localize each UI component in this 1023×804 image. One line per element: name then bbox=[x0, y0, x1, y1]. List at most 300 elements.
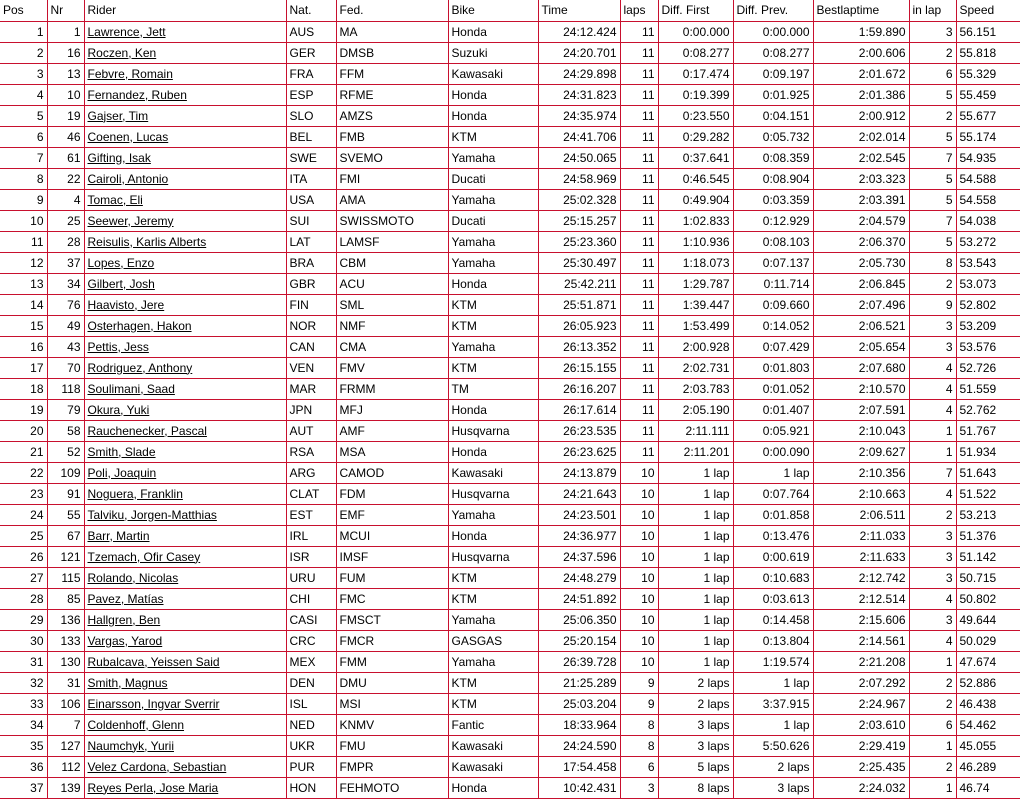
table-row bbox=[0, 735, 1020, 756]
rider-link[interactable]: Smith, Magnus bbox=[87, 675, 168, 690]
cell-rider bbox=[84, 42, 286, 63]
cell-bike: Honda bbox=[448, 399, 538, 420]
rider-link[interactable]: Reyes Perla, Jose Maria bbox=[87, 780, 219, 795]
cell-diff-prev: 0:01.052 bbox=[733, 378, 813, 399]
cell-time: 24:29.898 bbox=[538, 63, 620, 84]
cell-nat: ITA bbox=[286, 168, 336, 189]
cell-nat: JPN bbox=[286, 399, 336, 420]
cell-in-lap: 2 bbox=[909, 672, 956, 693]
cell-nat: ISL bbox=[286, 693, 336, 714]
cell-fed: SVEMO bbox=[336, 147, 448, 168]
cell-bike: Honda bbox=[448, 441, 538, 462]
cell-rider bbox=[84, 231, 286, 252]
cell-pos: 35 bbox=[0, 735, 47, 756]
cell-speed: 54.038 bbox=[956, 210, 1020, 231]
cell-diff-first: 1 lap bbox=[658, 609, 733, 630]
cell-diff-prev: 0:13.476 bbox=[733, 525, 813, 546]
rider-link[interactable]: Reisulis, Karlis Alberts bbox=[87, 234, 207, 249]
cell-time: 26:17.614 bbox=[538, 399, 620, 420]
table-row bbox=[0, 588, 1020, 609]
cell-bike: Honda bbox=[448, 777, 538, 798]
cell-nat: VEN bbox=[286, 357, 336, 378]
rider-link[interactable]: Naumchyk, Yurii bbox=[87, 738, 174, 753]
cell-rider bbox=[84, 651, 286, 672]
cell-laps: 11 bbox=[620, 399, 658, 420]
cell-nr: 58 bbox=[47, 420, 84, 441]
cell-diff-first: 0:37.641 bbox=[658, 147, 733, 168]
cell-time: 25:51.871 bbox=[538, 294, 620, 315]
cell-pos: 30 bbox=[0, 630, 47, 651]
rider-link[interactable]: Lopes, Enzo bbox=[87, 255, 155, 270]
cell-bike: Husqvarna bbox=[448, 546, 538, 567]
cell-laps: 11 bbox=[620, 21, 658, 42]
cell-nr: 106 bbox=[47, 693, 84, 714]
cell-in-lap: 4 bbox=[909, 588, 956, 609]
cell-rider bbox=[84, 336, 286, 357]
cell-speed: 51.767 bbox=[956, 420, 1020, 441]
cell-nat: PUR bbox=[286, 756, 336, 777]
table-row bbox=[0, 756, 1020, 777]
cell-nr: 127 bbox=[47, 735, 84, 756]
cell-pos: 22 bbox=[0, 462, 47, 483]
rider-link[interactable]: Noguera, Franklin bbox=[87, 486, 183, 501]
cell-diff-first: 0:29.282 bbox=[658, 126, 733, 147]
cell-fed: MSA bbox=[336, 441, 448, 462]
rider-link[interactable]: Seewer, Jeremy bbox=[87, 213, 174, 228]
cell-fed: FMV bbox=[336, 357, 448, 378]
table-row bbox=[0, 462, 1020, 483]
rider-link[interactable]: Rubalcava, Yeissen Said bbox=[87, 654, 220, 669]
cell-speed: 53.073 bbox=[956, 273, 1020, 294]
cell-fed: FMPR bbox=[336, 756, 448, 777]
table-row bbox=[0, 609, 1020, 630]
cell-laps: 10 bbox=[620, 462, 658, 483]
table-row bbox=[0, 357, 1020, 378]
rider-link[interactable]: Tomac, Eli bbox=[87, 192, 143, 207]
cell-speed: 56.151 bbox=[956, 21, 1020, 42]
cell-nr: 28 bbox=[47, 231, 84, 252]
table-row bbox=[0, 525, 1020, 546]
cell-bike: Yamaha bbox=[448, 651, 538, 672]
header-row bbox=[0, 0, 1020, 21]
cell-time: 24:50.065 bbox=[538, 147, 620, 168]
cell-in-lap: 5 bbox=[909, 84, 956, 105]
cell-time: 24:51.892 bbox=[538, 588, 620, 609]
cell-speed: 49.644 bbox=[956, 609, 1020, 630]
cell-pos: 4 bbox=[0, 84, 47, 105]
cell-bike: Husqvarna bbox=[448, 483, 538, 504]
cell-fed: EMF bbox=[336, 504, 448, 525]
cell-fed: CAMOD bbox=[336, 462, 448, 483]
cell-bestlaptime: 2:07.292 bbox=[813, 672, 909, 693]
cell-time: 25:06.350 bbox=[538, 609, 620, 630]
cell-speed: 54.462 bbox=[956, 714, 1020, 735]
cell-bike: KTM bbox=[448, 315, 538, 336]
cell-laps: 10 bbox=[620, 630, 658, 651]
cell-bestlaptime: 2:11.633 bbox=[813, 546, 909, 567]
cell-diff-first: 1 lap bbox=[658, 651, 733, 672]
cell-bestlaptime: 1:59.890 bbox=[813, 21, 909, 42]
cell-speed: 55.329 bbox=[956, 63, 1020, 84]
cell-bestlaptime: 2:07.591 bbox=[813, 399, 909, 420]
cell-nat: AUT bbox=[286, 420, 336, 441]
cell-speed: 53.209 bbox=[956, 315, 1020, 336]
cell-bestlaptime: 2:10.356 bbox=[813, 462, 909, 483]
cell-nr: 139 bbox=[47, 777, 84, 798]
rider-link[interactable]: Cairoli, Antonio bbox=[87, 171, 169, 186]
cell-bestlaptime: 2:24.032 bbox=[813, 777, 909, 798]
cell-bike: KTM bbox=[448, 126, 538, 147]
rider-link[interactable]: Hallgren, Ben bbox=[87, 612, 161, 627]
cell-rider bbox=[84, 399, 286, 420]
cell-bike: Honda bbox=[448, 273, 538, 294]
cell-bike: Yamaha bbox=[448, 189, 538, 210]
cell-diff-prev: 0:03.613 bbox=[733, 588, 813, 609]
header-laps: laps bbox=[620, 0, 658, 21]
cell-rider bbox=[84, 672, 286, 693]
cell-time: 24:31.823 bbox=[538, 84, 620, 105]
rider-link[interactable]: Barr, Martin bbox=[87, 528, 150, 543]
cell-in-lap: 9 bbox=[909, 294, 956, 315]
cell-in-lap: 2 bbox=[909, 693, 956, 714]
cell-nat: LAT bbox=[286, 231, 336, 252]
table-row bbox=[0, 168, 1020, 189]
header-diff-first: Diff. First bbox=[658, 0, 733, 21]
cell-pos: 18 bbox=[0, 378, 47, 399]
cell-fed: MSI bbox=[336, 693, 448, 714]
cell-nat: MAR bbox=[286, 378, 336, 399]
cell-nr: 19 bbox=[47, 105, 84, 126]
cell-time: 26:05.923 bbox=[538, 315, 620, 336]
cell-laps: 11 bbox=[620, 315, 658, 336]
cell-bestlaptime: 2:10.570 bbox=[813, 378, 909, 399]
cell-nat: FIN bbox=[286, 294, 336, 315]
table-row bbox=[0, 441, 1020, 462]
table-row bbox=[0, 672, 1020, 693]
cell-time: 24:41.706 bbox=[538, 126, 620, 147]
cell-fed: DMSB bbox=[336, 42, 448, 63]
cell-in-lap: 3 bbox=[909, 21, 956, 42]
cell-nr: 37 bbox=[47, 252, 84, 273]
cell-bike: Honda bbox=[448, 84, 538, 105]
rider-link[interactable]: Velez Cardona, Sebastian bbox=[87, 759, 227, 774]
cell-diff-first: 8 laps bbox=[658, 777, 733, 798]
cell-fed: SWISSMOTO bbox=[336, 210, 448, 231]
cell-diff-prev: 5:50.626 bbox=[733, 735, 813, 756]
cell-fed: DMU bbox=[336, 672, 448, 693]
table-row bbox=[0, 21, 1020, 42]
cell-in-lap: 2 bbox=[909, 273, 956, 294]
cell-rider bbox=[84, 630, 286, 651]
cell-pos: 15 bbox=[0, 315, 47, 336]
cell-time: 26:23.535 bbox=[538, 420, 620, 441]
cell-speed: 53.543 bbox=[956, 252, 1020, 273]
cell-rider bbox=[84, 462, 286, 483]
cell-pos: 19 bbox=[0, 399, 47, 420]
cell-diff-prev: 1 lap bbox=[733, 672, 813, 693]
cell-nr: 76 bbox=[47, 294, 84, 315]
header-nr: Nr bbox=[47, 0, 84, 21]
cell-speed: 50.029 bbox=[956, 630, 1020, 651]
cell-rider bbox=[84, 273, 286, 294]
cell-nat: GER bbox=[286, 42, 336, 63]
cell-in-lap: 7 bbox=[909, 147, 956, 168]
cell-fed: AMF bbox=[336, 420, 448, 441]
cell-diff-prev: 0:05.921 bbox=[733, 420, 813, 441]
cell-rider bbox=[84, 777, 286, 798]
cell-laps: 11 bbox=[620, 294, 658, 315]
rider-link[interactable]: Coenen, Lucas bbox=[87, 129, 169, 144]
cell-speed: 53.213 bbox=[956, 504, 1020, 525]
rider-link[interactable]: Osterhagen, Hakon bbox=[87, 318, 192, 333]
cell-time: 26:13.352 bbox=[538, 336, 620, 357]
cell-bestlaptime: 2:03.323 bbox=[813, 168, 909, 189]
cell-diff-prev: 0:01.803 bbox=[733, 357, 813, 378]
cell-laps: 9 bbox=[620, 693, 658, 714]
cell-rider bbox=[84, 735, 286, 756]
cell-laps: 11 bbox=[620, 336, 658, 357]
cell-in-lap: 4 bbox=[909, 357, 956, 378]
cell-nat: UKR bbox=[286, 735, 336, 756]
rider-link[interactable]: Gilbert, Josh bbox=[87, 276, 155, 291]
cell-fed: MFJ bbox=[336, 399, 448, 420]
cell-speed: 51.934 bbox=[956, 441, 1020, 462]
rider-link[interactable]: Febvre, Romain bbox=[87, 66, 173, 81]
cell-speed: 51.643 bbox=[956, 462, 1020, 483]
cell-time: 25:03.204 bbox=[538, 693, 620, 714]
cell-nat: RSA bbox=[286, 441, 336, 462]
cell-diff-first: 0:46.545 bbox=[658, 168, 733, 189]
cell-time: 17:54.458 bbox=[538, 756, 620, 777]
cell-fed: SML bbox=[336, 294, 448, 315]
cell-speed: 50.802 bbox=[956, 588, 1020, 609]
table-row bbox=[0, 630, 1020, 651]
rider-link[interactable]: Rauchenecker, Pascal bbox=[87, 423, 207, 438]
table-row bbox=[0, 147, 1020, 168]
table-row bbox=[0, 420, 1020, 441]
cell-bestlaptime: 2:21.208 bbox=[813, 651, 909, 672]
cell-nr: 43 bbox=[47, 336, 84, 357]
cell-in-lap: 5 bbox=[909, 189, 956, 210]
cell-diff-prev: 3 laps bbox=[733, 777, 813, 798]
cell-diff-first: 0:00.000 bbox=[658, 21, 733, 42]
cell-bestlaptime: 2:06.521 bbox=[813, 315, 909, 336]
cell-nr: 118 bbox=[47, 378, 84, 399]
cell-bike: Honda bbox=[448, 525, 538, 546]
cell-fed: RFME bbox=[336, 84, 448, 105]
cell-time: 25:15.257 bbox=[538, 210, 620, 231]
table-row bbox=[0, 777, 1020, 798]
header-pos: Pos bbox=[0, 0, 47, 21]
cell-rider bbox=[84, 84, 286, 105]
cell-in-lap: 7 bbox=[909, 462, 956, 483]
rider-link[interactable]: Smith, Slade bbox=[87, 444, 156, 459]
cell-pos: 34 bbox=[0, 714, 47, 735]
rider-link[interactable]: Rodriguez, Anthony bbox=[87, 360, 193, 375]
cell-laps: 11 bbox=[620, 252, 658, 273]
cell-laps: 10 bbox=[620, 504, 658, 525]
cell-time: 24:48.279 bbox=[538, 567, 620, 588]
cell-bestlaptime: 2:04.579 bbox=[813, 210, 909, 231]
cell-time: 26:23.625 bbox=[538, 441, 620, 462]
rider-link[interactable]: Gajser, Tim bbox=[87, 108, 149, 123]
rider-link[interactable]: Lawrence, Jett bbox=[87, 24, 166, 39]
cell-in-lap: 3 bbox=[909, 525, 956, 546]
cell-laps: 11 bbox=[620, 357, 658, 378]
cell-bike: Yamaha bbox=[448, 252, 538, 273]
table-row bbox=[0, 483, 1020, 504]
rider-link[interactable]: Roczen, Ken bbox=[87, 45, 157, 60]
cell-speed: 45.055 bbox=[956, 735, 1020, 756]
cell-laps: 8 bbox=[620, 735, 658, 756]
cell-time: 24:12.424 bbox=[538, 21, 620, 42]
cell-pos: 2 bbox=[0, 42, 47, 63]
cell-bestlaptime: 2:07.680 bbox=[813, 357, 909, 378]
rider-link[interactable]: Okura, Yuki bbox=[87, 402, 150, 417]
table-row bbox=[0, 567, 1020, 588]
cell-diff-first: 1:39.447 bbox=[658, 294, 733, 315]
rider-link[interactable]: Einarsson, Ingvar Sverrir bbox=[87, 696, 220, 711]
cell-rider bbox=[84, 378, 286, 399]
rider-link[interactable]: Tzemach, Ofir Casey bbox=[87, 549, 201, 564]
cell-bike: KTM bbox=[448, 672, 538, 693]
cell-rider bbox=[84, 483, 286, 504]
rider-link[interactable]: Fernandez, Ruben bbox=[87, 87, 187, 102]
cell-bestlaptime: 2:25.435 bbox=[813, 756, 909, 777]
cell-speed: 46.438 bbox=[956, 693, 1020, 714]
cell-fed: KNMV bbox=[336, 714, 448, 735]
cell-time: 24:23.501 bbox=[538, 504, 620, 525]
cell-in-lap: 6 bbox=[909, 63, 956, 84]
cell-nr: 4 bbox=[47, 189, 84, 210]
cell-laps: 8 bbox=[620, 714, 658, 735]
rider-link[interactable]: Pavez, Matías bbox=[87, 591, 164, 606]
rider-link[interactable]: Talviku, Jorgen-Matthias bbox=[87, 507, 217, 522]
cell-in-lap: 5 bbox=[909, 168, 956, 189]
header-rider: Rider bbox=[84, 0, 286, 21]
cell-in-lap: 3 bbox=[909, 609, 956, 630]
cell-nat: DEN bbox=[286, 672, 336, 693]
cell-bike: Kawasaki bbox=[448, 63, 538, 84]
cell-pos: 13 bbox=[0, 273, 47, 294]
cell-nr: 31 bbox=[47, 672, 84, 693]
rider-link[interactable]: Haavisto, Jere bbox=[87, 297, 165, 312]
cell-speed: 51.142 bbox=[956, 546, 1020, 567]
rider-link[interactable]: Poli, Joaquin bbox=[87, 465, 157, 480]
cell-nat: GBR bbox=[286, 273, 336, 294]
cell-speed: 55.677 bbox=[956, 105, 1020, 126]
cell-in-lap: 3 bbox=[909, 336, 956, 357]
cell-fed: FMCR bbox=[336, 630, 448, 651]
cell-speed: 53.272 bbox=[956, 231, 1020, 252]
cell-fed: CBM bbox=[336, 252, 448, 273]
cell-bike: Ducati bbox=[448, 210, 538, 231]
cell-speed: 47.674 bbox=[956, 651, 1020, 672]
cell-diff-prev: 0:10.683 bbox=[733, 567, 813, 588]
rider-link[interactable]: Rolando, Nicolas bbox=[87, 570, 179, 585]
cell-nr: 1 bbox=[47, 21, 84, 42]
cell-laps: 10 bbox=[620, 525, 658, 546]
cell-bike: Yamaha bbox=[448, 231, 538, 252]
cell-diff-prev: 0:14.458 bbox=[733, 609, 813, 630]
cell-laps: 10 bbox=[620, 588, 658, 609]
rider-link[interactable]: Soulimani, Saad bbox=[87, 381, 175, 396]
rider-link[interactable]: Pettis, Jess bbox=[87, 339, 149, 354]
cell-bestlaptime: 2:03.391 bbox=[813, 189, 909, 210]
cell-in-lap: 4 bbox=[909, 378, 956, 399]
cell-pos: 23 bbox=[0, 483, 47, 504]
cell-rider bbox=[84, 210, 286, 231]
cell-rider bbox=[84, 609, 286, 630]
cell-speed: 51.559 bbox=[956, 378, 1020, 399]
cell-nat: USA bbox=[286, 189, 336, 210]
cell-diff-first: 0:19.399 bbox=[658, 84, 733, 105]
table-row bbox=[0, 651, 1020, 672]
rider-link[interactable]: Gifting, Isak bbox=[87, 150, 151, 165]
cell-diff-prev: 0:07.137 bbox=[733, 252, 813, 273]
cell-fed: MA bbox=[336, 21, 448, 42]
cell-nat: AUS bbox=[286, 21, 336, 42]
cell-bestlaptime: 2:10.043 bbox=[813, 420, 909, 441]
cell-bestlaptime: 2:09.627 bbox=[813, 441, 909, 462]
cell-diff-prev: 0:03.359 bbox=[733, 189, 813, 210]
cell-bestlaptime: 2:03.610 bbox=[813, 714, 909, 735]
cell-fed: LAMSF bbox=[336, 231, 448, 252]
cell-time: 24:37.596 bbox=[538, 546, 620, 567]
header-diff-prev: Diff. Prev. bbox=[733, 0, 813, 21]
cell-fed: FMU bbox=[336, 735, 448, 756]
cell-pos: 14 bbox=[0, 294, 47, 315]
cell-diff-prev: 0:08.103 bbox=[733, 231, 813, 252]
table-row bbox=[0, 504, 1020, 525]
cell-speed: 54.935 bbox=[956, 147, 1020, 168]
cell-pos: 33 bbox=[0, 693, 47, 714]
cell-diff-prev: 3:37.915 bbox=[733, 693, 813, 714]
table-row bbox=[0, 42, 1020, 63]
cell-bestlaptime: 2:05.654 bbox=[813, 336, 909, 357]
cell-pos: 6 bbox=[0, 126, 47, 147]
cell-pos: 16 bbox=[0, 336, 47, 357]
cell-pos: 24 bbox=[0, 504, 47, 525]
cell-diff-prev: 0:00.000 bbox=[733, 21, 813, 42]
cell-laps: 10 bbox=[620, 546, 658, 567]
cell-laps: 6 bbox=[620, 756, 658, 777]
cell-diff-first: 1:29.787 bbox=[658, 273, 733, 294]
cell-fed: AMA bbox=[336, 189, 448, 210]
cell-time: 24:20.701 bbox=[538, 42, 620, 63]
rider-link[interactable]: Vargas, Yarod bbox=[87, 633, 163, 648]
cell-rider bbox=[84, 525, 286, 546]
cell-bestlaptime: 2:06.370 bbox=[813, 231, 909, 252]
cell-nr: 25 bbox=[47, 210, 84, 231]
cell-diff-first: 0:08.277 bbox=[658, 42, 733, 63]
cell-nat: ESP bbox=[286, 84, 336, 105]
cell-diff-prev: 0:13.804 bbox=[733, 630, 813, 651]
cell-bestlaptime: 2:29.419 bbox=[813, 735, 909, 756]
cell-bike: KTM bbox=[448, 588, 538, 609]
cell-rider bbox=[84, 21, 286, 42]
cell-nat: BRA bbox=[286, 252, 336, 273]
cell-bike: KTM bbox=[448, 567, 538, 588]
table-row bbox=[0, 252, 1020, 273]
cell-laps: 11 bbox=[620, 63, 658, 84]
cell-laps: 11 bbox=[620, 210, 658, 231]
cell-diff-prev: 0:04.151 bbox=[733, 105, 813, 126]
rider-link[interactable]: Coldenhoff, Glenn bbox=[87, 717, 185, 732]
cell-nat: NOR bbox=[286, 315, 336, 336]
cell-pos: 25 bbox=[0, 525, 47, 546]
cell-nat: SUI bbox=[286, 210, 336, 231]
